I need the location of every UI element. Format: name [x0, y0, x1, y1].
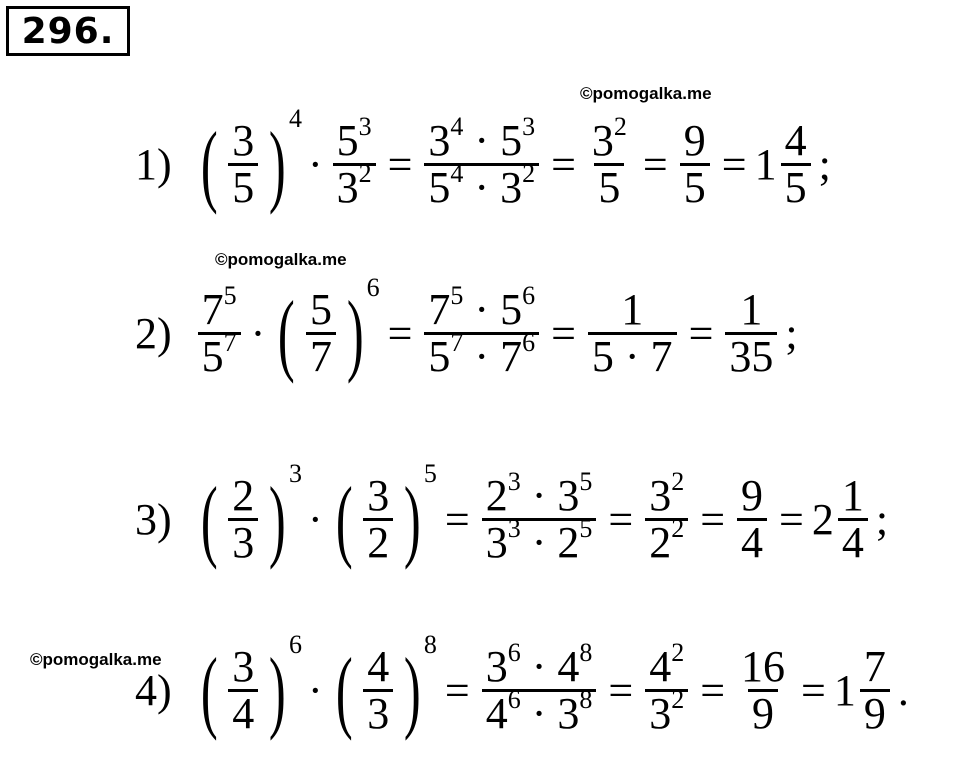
equation-label: 1): [135, 139, 172, 189]
equation-label: 2): [135, 308, 172, 358]
problem-number-box: [6, 6, 130, 56]
equation-label: 3): [135, 494, 172, 544]
paren-fraction: ( $\frac{3}{5}$ ) 4: [200, 104, 302, 215]
equation-3: 3) ( $\frac{2}{3}$ ) 3 · ( $\frac{3}{2}$ ) 5 = $\frac{2^3 \cdot 3^5}{3^3 \cdot 2^5}$ = $\frac{3^2}{2^2}$ = $\frac{9}{4}$ = 2 $\frac{1}{4}$ ;: [135, 459, 889, 570]
equation-4: 4) ( $\frac{3}{4}$ ) 6 · ( $\frac{4}{3}$ ) 8 = $\frac{3^6 \cdot 4^8}{4^6 \cdot 3^8}$ = $\frac{4^2}{3^2}$ = $\frac{16}{9}$ = 1 $\frac{7}{9}$ .: [135, 630, 909, 741]
equation-label: 4): [135, 665, 172, 715]
watermark: ©pomogalka.me: [30, 650, 162, 669]
watermark: ©pomogalka.me: [215, 250, 347, 269]
equation-2: 2) $\frac{7^5}{5^7}$ · ( $\frac{5}{7}$ ) 6 = $\frac{7^5 \cdot 5^6}{5^7 \cdot 7^6}$ = $\frac{1}{5 \cdot 7}$ = $\frac{1}{35}$ ;: [135, 273, 798, 384]
problem-number: 296.: [21, 10, 115, 52]
equation-1: 1) ( $\frac{3}{5}$ ) 4 · $\frac{5^3}{3^2}$ = $\frac{3^4 \cdot 5^3}{5^4 \cdot 3^2}$ = $\frac{3^2}{5}$ = $\frac{9}{5}$ = 1 $\frac{4}{5}$ ;: [135, 104, 831, 215]
watermark: ©pomogalka.me: [580, 84, 712, 103]
